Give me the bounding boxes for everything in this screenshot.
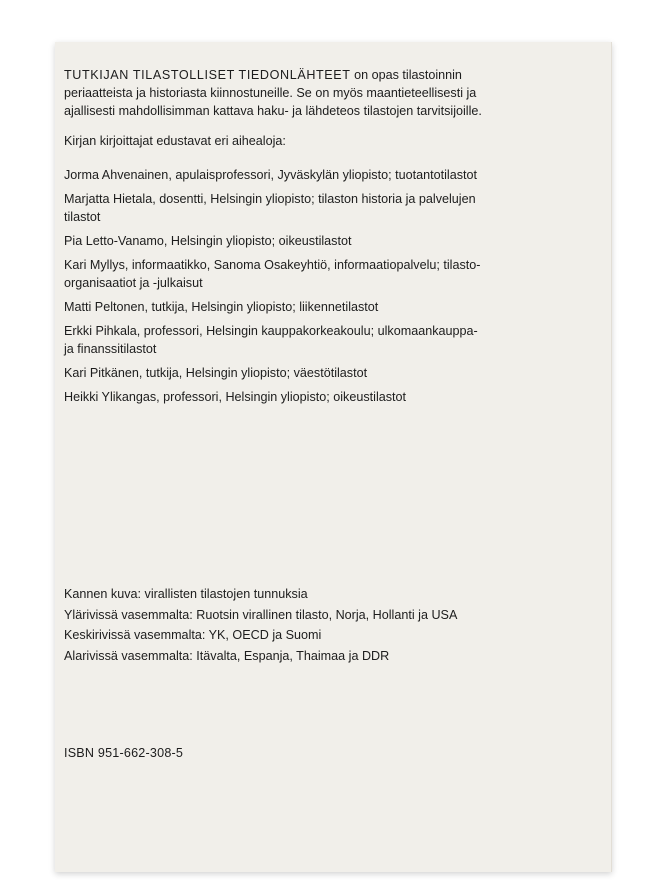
author-entry: Pia Letto-Vanamo, Helsingin yliopisto; oikeustilastot — [64, 234, 352, 248]
cover-note: Ylärivissä vasemmalta: Ruotsin virallinen tilasto, Norja, Hollanti ja USA — [64, 607, 458, 622]
author-entry: Kari Pitkänen, tutkija, Helsingin yliopisto; väestötilastot — [64, 366, 368, 380]
cover-note: Alarivissä vasemmalta: Itävalta, Espanja, Thaimaa ja DDR — [64, 648, 390, 663]
author-entry: Erkki Pihkala, professori, Helsingin kauppakorkeakoulu; ulkomaankauppa- ja finanssitilastot — [64, 324, 478, 356]
blurb-section — [64, 66, 488, 412]
isbn: ISBN 951-662-308-5 — [64, 746, 184, 760]
cover-note: Kannen kuva: virallisten tilastojen tunnuksia — [64, 587, 308, 601]
author-entry: Marjatta Hietala, dosentti, Helsingin yliopisto; tilaston historia ja palvelujen tilastot — [64, 192, 476, 224]
authors-lead: Kirjan kirjoittajat edustavat eri aihealoja: — [64, 134, 286, 148]
cover-note: Keskirivissä vasemmalta: YK, OECD ja Suomi — [64, 628, 322, 642]
cover-notes — [64, 586, 488, 668]
author-entry: Heikki Ylikangas, professori, Helsingin yliopisto; oikeustilastot — [64, 390, 407, 404]
author-entry: Kari Myllys, informaatikko, Sanoma Osakeyhtiö, informaatiopalvelu; tilasto-organisaatiot ja -julkaisut — [64, 258, 481, 290]
intro-paragraph — [64, 66, 488, 120]
intro-text: on opas tilastoinnin periaatteista ja historiasta kiinnostuneille. Se on myös maantieteellisesti ja ajallisesti mahdollisimman kattava haku- ja lähdeteos tilastojen tarvitsijoille. — [64, 68, 482, 118]
book-title: TUTKIJAN TILASTOLLISET TIEDONLÄHTEET — [64, 68, 351, 82]
author-entry: Jorma Ahvenainen, apulaisprofessori, Jyväskylän yliopisto; tuotantotilastot — [64, 168, 478, 182]
author-entry: Matti Peltonen, tutkija, Helsingin yliopisto; liikennetilastot — [64, 300, 379, 314]
